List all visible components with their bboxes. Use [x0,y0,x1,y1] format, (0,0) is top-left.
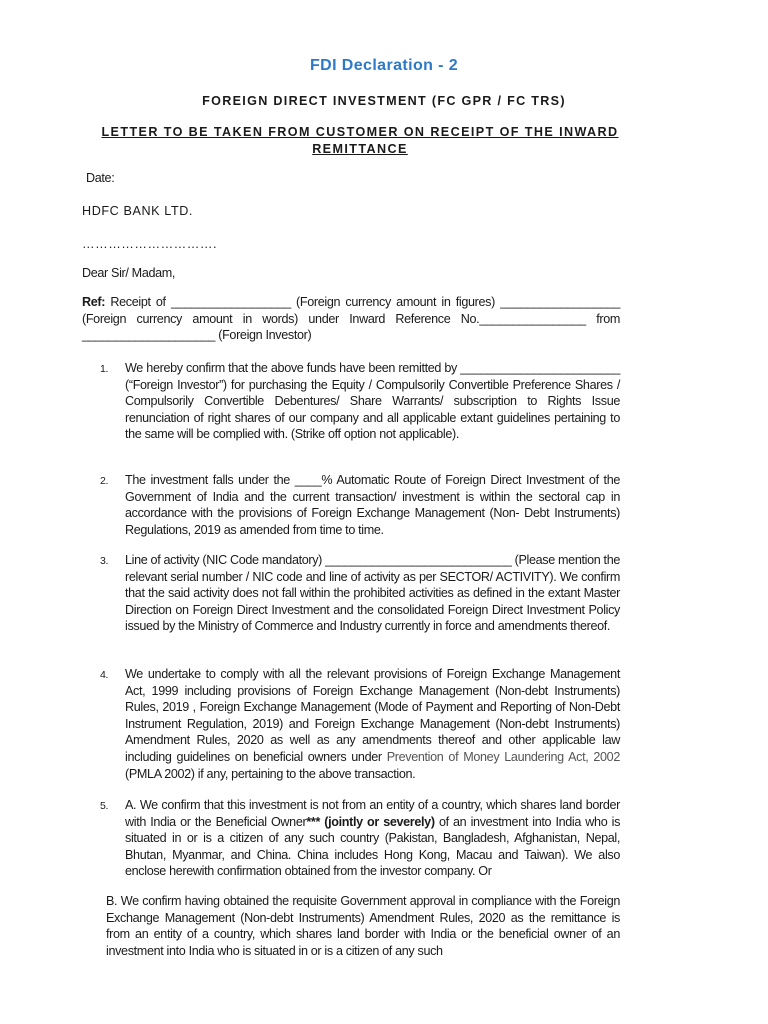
list-item [100,797,620,880]
heading-letter-line1: LETTER TO BE TAKEN FROM CUSTOMER ON RECEIPT OF THE INWARD [101,125,619,139]
ref-text: Receipt of __________________ (Foreign currency amount in figures) __________________ (Foreign currency amount in words) under Inward Reference No.________________ from ____________________ (Foreign Investor) [82,295,620,343]
date-label: Date: [86,171,115,185]
list-item-text [125,797,620,880]
document-title: FDI Declaration - 2 [309,57,459,74]
list-item [100,472,620,538]
list-item-b [106,893,620,959]
list-item-text: Line of activity (NIC Code mandatory) ____________________________ (Please mention the relevant serial number / NIC code and line of activity as per SECTOR/ ACTIVITY). We confirm that the said activity does not fall within the prohibited activities as defined in the extant Master Direction on Foreign Direct Investment and the consolidated Foreign Direct Investment Policy issued by the Ministry of Commerce and Industry currently in force and amendments thereof. [125,553,621,634]
bank-name: HDFC BANK LTD. [82,204,194,218]
heading-letter [90,124,630,158]
salutation: Dear Sir/ Madam, [82,266,176,280]
list-item [100,360,620,443]
list-item-text [125,666,620,782]
heading-letter-line2: REMITTANCE [312,142,408,156]
list-item-text-part: We undertake to comply with all the relevant provisions of Foreign Exchange Management Act, 1999 including provisions of Foreign Exchange Management (Non-debt Instruments) Rules, 2019 , Foreign Exchange Management (Mode of Payment and Reporting of Non-Debt Instrument Regulation, 2019) and Foreign Exchange Management (Non-debt Instruments) Amendment Rules, 2020 as well as any amendments thereof and other applicable law including guidelines on beneficial owners under [125,667,620,764]
list-item-number: 1. [100,363,109,375]
heading-fdi: FOREIGN DIRECT INVESTMENT (FC GPR / FC TRS) [202,94,566,108]
list-item [100,552,620,635]
list-item-text-part: (PMLA 2002) if any, pertaining to the above transaction. [125,766,416,781]
list-item-text: The investment falls under the ____% Automatic Route of Foreign Direct Investment of the Government of India and the current transaction/ investment is within the sectoral cap in accordance with the provisions of Foreign Exchange Management (Non- Debt Instruments) Regulations, 2019 as amended from time to time. [125,473,620,537]
list-item-text-part: A. We confirm that this investment is not from an entity of a country, which shares land border with India or the Beneficial Owner [125,798,620,829]
list-item-number: 5. [100,800,109,812]
list-item-number: 4. [100,669,109,681]
list-item-b-text: B. We confirm having obtained the requisite Government approval in compliance with the Foreign Exchange Management (Non-debt Instruments) Amendment Rules, 2020 as the remittance is from an entity of a country, which shares land border with India or the beneficial owner of an investment into India who is situated in or is a citizen of any such [106,894,620,958]
reference-paragraph [82,294,620,344]
list-item-text-part: of an investment into India who is situated in or is a citizen of any such country (Pakistan, Bangladesh, Afghanistan, Nepal, Bhutan, Myanmar, and China. China includes Hong Kong, Macau and Taiwan). We also enclose herewith confirmation obtained from the investor company. Or [125,814,621,879]
jointly-severely-emphasis: *** (jointly or severely) [306,814,435,829]
ref-label: Ref: [82,295,106,309]
address-placeholder: …………………………. [82,237,217,251]
list-item-text: We hereby confirm that the above funds have been remitted by ________________________ (“Foreign Investor”) for purchasing the Equity / Compulsorily Convertible Preference Shares / Compulsorily Convertible Debentures/ Share Warrants/ subscription to Rights Issue renunciation of right shares of our company and all applicable extant guidelines pertaining to the same will be complied with. (Strike off option not applicable). [125,361,620,442]
list-item-number: 2. [100,475,109,487]
pmla-reference: Prevention of Money Laundering Act, 2002 [386,749,620,764]
list-item-number: 3. [100,555,109,567]
list-item [100,666,620,782]
